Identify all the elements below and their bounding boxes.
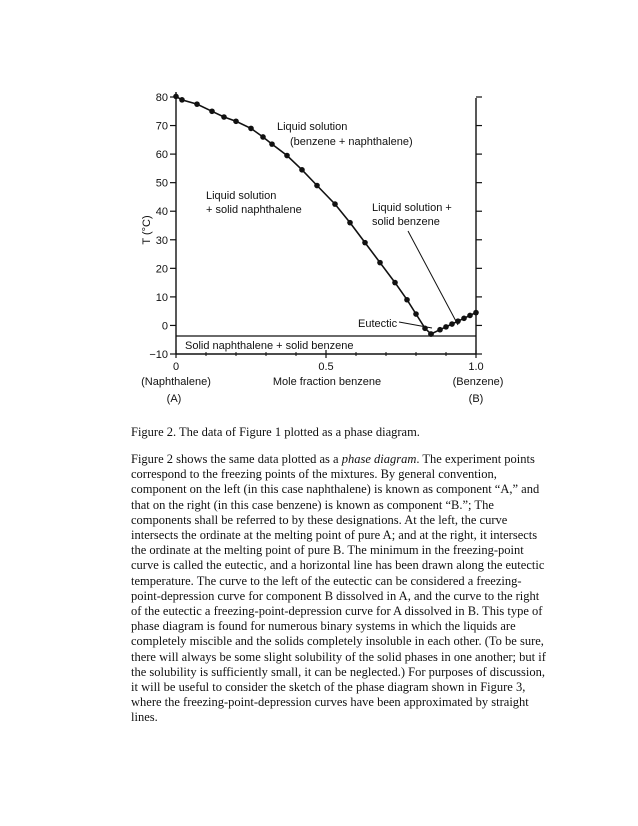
- data-point: [392, 280, 398, 286]
- x-tick-label: 1.0: [468, 361, 484, 373]
- y-tick-label: 30: [155, 234, 168, 247]
- data-point: [473, 310, 479, 316]
- data-point: [332, 201, 338, 207]
- x-left-name: (Naphthalene): [141, 376, 211, 388]
- data-point: [461, 316, 467, 322]
- y-tick-label: 50: [155, 177, 168, 190]
- data-point: [221, 114, 227, 120]
- data-point: [248, 126, 254, 132]
- data-point: [404, 297, 410, 303]
- region-liquid-line2: (benzene + naphthalene): [290, 136, 413, 148]
- region-liquid-line1: Liquid solution: [277, 121, 348, 133]
- x-axis-label: Mole fraction benzene: [272, 376, 382, 388]
- y-tick-label: 20: [155, 263, 168, 276]
- data-point: [209, 108, 215, 114]
- region-liquid-naph-line2: + solid naphthalene: [206, 204, 302, 216]
- data-point: [413, 311, 419, 317]
- data-point: [347, 220, 353, 226]
- region-liquid-benz-line2: solid benzene: [372, 216, 440, 228]
- data-point: [194, 101, 200, 107]
- data-point: [377, 260, 383, 266]
- data-point: [422, 326, 428, 332]
- region-eutectic-label: Eutectic: [358, 318, 398, 330]
- y-tick-label: 80: [155, 92, 168, 104]
- y-tick-label: −10: [149, 349, 168, 361]
- y-tick-label: 70: [155, 120, 168, 133]
- figure-caption: Figure 2. The data of Figure 1 plotted as a phase diagram.: [131, 425, 420, 439]
- x-tick-label: 0: [172, 361, 180, 373]
- y-tick-label: 10: [155, 291, 168, 304]
- data-point: [449, 321, 455, 327]
- data-point: [233, 118, 239, 124]
- y-tick-label: 0: [161, 320, 168, 333]
- data-point: [269, 141, 275, 147]
- x-right-name: (Benzene): [452, 376, 504, 388]
- right-axis-ticks: [476, 97, 482, 354]
- data-point: [467, 313, 473, 319]
- data-point: [455, 318, 461, 324]
- data-point: [428, 331, 434, 337]
- x-left-component: (A): [166, 393, 182, 405]
- region-solid: Solid naphthalene + solid benzene: [185, 340, 354, 352]
- paragraph-part1: Figure 2 shows the same data plotted as a: [131, 452, 342, 466]
- y-axis-label: T (°C): [141, 215, 153, 245]
- data-point: [284, 153, 290, 159]
- description-paragraph: [131, 452, 551, 726]
- paragraph-part2: . The experiment points correspond to the freezing points of the mixtures. By general convention, component on the left (in this case naphthalene) is known as component “A,” and that on the right (in this case benzene) is known as component “B.”; The components shall be referred to by these designations. At the left, the curve intersects the ordinate at the melting point of pure A; and at the right, it intersects the ordinate at the melting point of pure B. The minimum in the freezing-point curve is called the eutectic, and a horizontal line has been drawn along the eutectic temperature. The curve to the left of the eutectic can be considered a freezing-point-depression curve for component B dissolved in A, and the curve to the right of the eutectic a freezing-point-depression curve for A dissolved in B. This type of phase diagram is found for numerous binary systems in which the liquids are completely miscible and the solids completely insoluble in each other. (To be sure, there will always be some slight solubility of the solid phases in one another; but if the solubility is sufficiently small, it can be neglected.) For purposes of discussion, it will be useful to consider the sketch of the phase diagram shown in Figure 3, where the freezing-point-depression curves have been approximated by straight lines.: [131, 452, 546, 725]
- data-point: [173, 94, 179, 100]
- data-point: [260, 134, 266, 140]
- data-point: [437, 327, 443, 333]
- x-right-component: (B): [468, 393, 484, 405]
- paragraph-emphasis: phase diagram: [341, 452, 417, 466]
- y-ticks: [149, 92, 176, 361]
- data-point: [362, 240, 368, 246]
- data-point: [443, 324, 449, 330]
- pointer-liquid-benzene: [408, 231, 458, 325]
- region-liquid-benz-line1: Liquid solution +: [372, 202, 452, 214]
- y-tick-label: 60: [155, 149, 168, 162]
- data-point: [314, 183, 320, 189]
- y-tick-label: 40: [155, 206, 168, 219]
- region-liquid-naph-line1: Liquid solution: [206, 190, 277, 202]
- data-point: [179, 97, 185, 103]
- data-point: [299, 167, 305, 173]
- x-tick-label: 0.5: [318, 361, 334, 373]
